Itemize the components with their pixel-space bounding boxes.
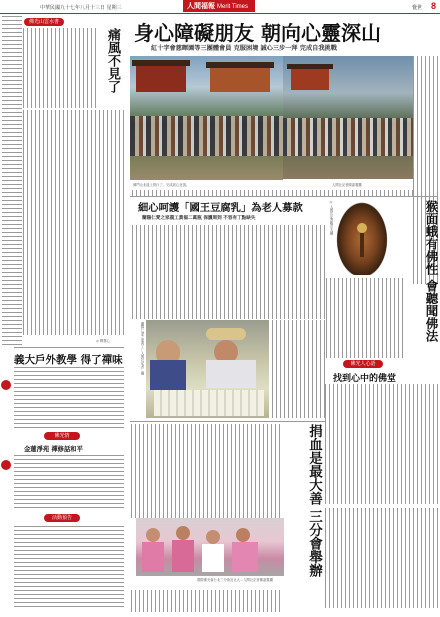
- main-subheadline: 紅十字會慈暉園等三團體會員 克服困境 誠心三步一拜 完成自我挑戰: [151, 45, 337, 52]
- logo-english: Merit Times: [217, 4, 249, 10]
- outdoor-class-text: [14, 367, 124, 429]
- page-number: 8: [430, 1, 436, 11]
- tofu-story-text-top: [130, 225, 325, 319]
- story-title-outdoor-class: 義大戶外教學 得了禪味: [14, 354, 123, 366]
- main-photo-ceremony: [283, 56, 413, 179]
- badge-events: 活動預告: [44, 514, 80, 522]
- masthead: [0, 0, 440, 14]
- blood-story-text-top: [130, 424, 280, 518]
- section-name: 覺世: [411, 5, 422, 11]
- left-story-text-top: [22, 28, 96, 108]
- divider: [14, 347, 124, 348]
- side-marker-icon: [1, 460, 11, 470]
- moth-photo: [333, 197, 391, 275]
- badge-yunshui: 佛光山雲水書: [24, 18, 64, 26]
- left-story-text-body: [22, 110, 124, 335]
- moth-story-text: [325, 278, 403, 358]
- tofu-story-text-right: [269, 320, 325, 418]
- date-line: 中華民國九十七年八月十三日 星期三: [40, 5, 122, 11]
- tofu-photo-caption: 蘭陽仁愛之家義工…人間社記者…攝: [140, 322, 144, 375]
- left-byline: ◎ 釋慧心: [96, 339, 110, 343]
- story-title-tofu: 細心呵護「國王豆腐乳」為老人募款: [138, 202, 303, 214]
- tofu-photo: [146, 320, 269, 418]
- golden-lotus-text: [14, 455, 124, 511]
- main-photo-temple: [130, 56, 283, 180]
- story-title-blood-donation: 捐血是最大善 三分會舉辦: [306, 424, 322, 578]
- shrine-story-text: [325, 384, 438, 504]
- side-marker-icon: [1, 380, 11, 390]
- blood-story-text-bottom: [130, 590, 280, 612]
- story-title-golden-lotus: 金蓮淨苑 禪修話和平: [24, 446, 83, 453]
- left-margin-column: [2, 16, 22, 346]
- right-bottom-text: [325, 508, 438, 608]
- story-title-shrine: 找到心中的佛堂: [333, 374, 397, 384]
- divider: [130, 196, 325, 197]
- blood-photo-caption: 國際佛光會台北三分會及社大…人間社記者陳嘉蕙攝: [197, 578, 273, 582]
- logo-text: 人間福報: [187, 1, 215, 10]
- badge-buddha-love: 佛光情: [44, 432, 80, 440]
- main-photo-caption-left: 佛門山北道上排行了，完成誠心登頂。: [133, 183, 190, 187]
- story-title-gout: 痛風不見了: [105, 28, 120, 93]
- main-headline: 身心障礙朋友 朝向心靈深山: [134, 21, 381, 45]
- main-photo-caption-right: 人間社記者陳嘉蕙攝: [332, 183, 362, 187]
- story-title-moth: 猴面蛾有佛性 會聽聞佛法: [424, 200, 439, 342]
- divider: [130, 421, 325, 422]
- events-text: [14, 526, 124, 608]
- moth-caption: ◎ 人間社記者羅宗大攝: [329, 200, 333, 235]
- blood-donation-photo: [136, 518, 284, 576]
- story-subtitle-tofu: 蘭陽仁愛之家義工黃福二萬瓶 保護周到 不容有丁點缺失: [142, 216, 256, 221]
- badge-heart-words: 佛光人心語: [343, 360, 383, 368]
- newspaper-logo: [183, 0, 255, 12]
